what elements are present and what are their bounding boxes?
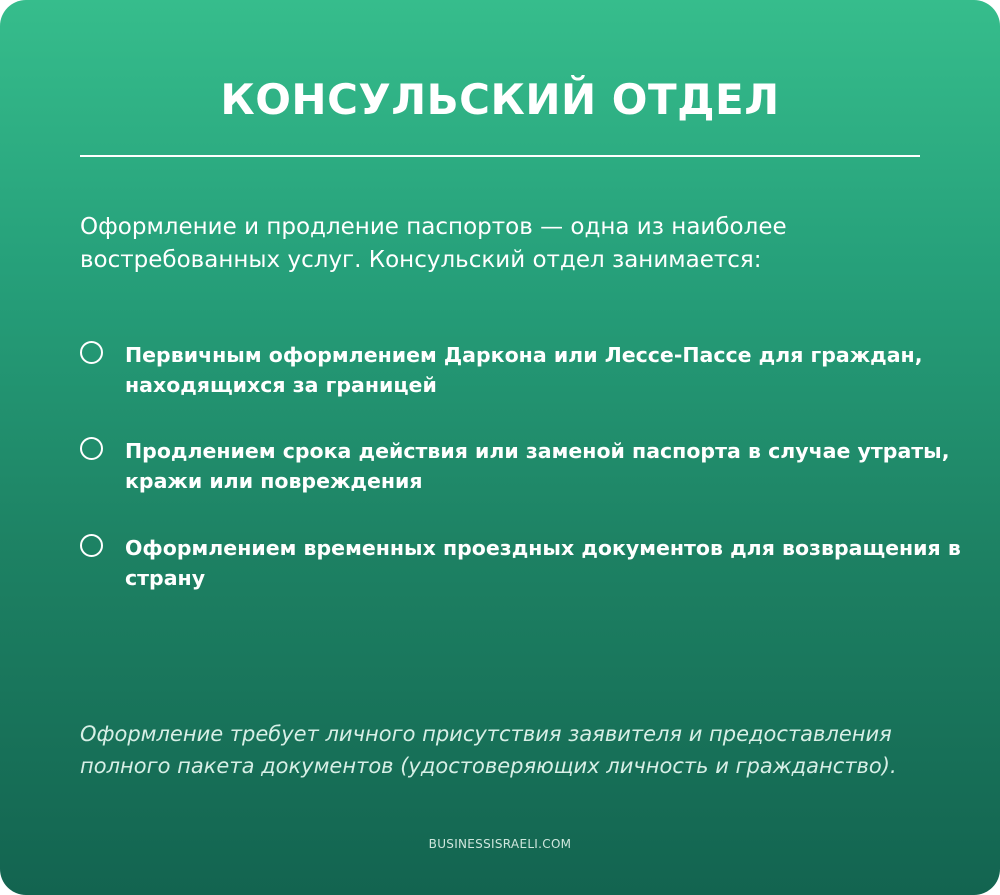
intro-text: Оформление и продление паспортов — одна из наиболее востребованных услуг. Консульский отдел занимается: xyxy=(80,214,787,273)
circle-outline-icon xyxy=(80,341,103,364)
note-text: Оформление требует личного присутствия заявителя и предоставления полного пакета документов (удостоверяющих личность и гражданство). xyxy=(80,722,897,778)
circle-outline-icon xyxy=(80,437,103,460)
circle-outline-icon xyxy=(80,534,103,557)
list-item-text: Продлением срока действия или заменой паспорта в случае утраты, кражи или повреждения xyxy=(125,439,950,493)
footer-website: BUSINESSISRAELI.COM xyxy=(428,837,572,851)
list-item-text: Первичным оформлением Даркона или Лессе-Пассе для граждан, находящихся за границей xyxy=(125,343,923,397)
card-title: КОНСУЛЬСКИЙ ОТДЕЛ xyxy=(220,75,780,124)
list-item-text: Оформлением временных проездных документов для возвращения в страну xyxy=(125,536,961,590)
title-divider xyxy=(80,155,920,157)
